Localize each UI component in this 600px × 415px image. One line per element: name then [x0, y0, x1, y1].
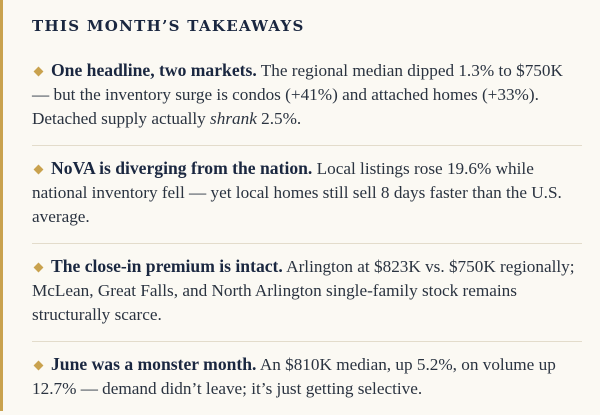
takeaway-lead: June was a monster month.: [51, 354, 257, 374]
takeaway-body: The regional median dipped 1.3% to $750K — but the inventory surge is condos (+41%) and attached homes (+33%). Detached supply actually: [32, 61, 563, 128]
takeaway-lead: One headline, two markets.: [51, 60, 257, 80]
takeaway-emphasis: shrank: [210, 109, 257, 128]
takeaway-item-1: [32, 52, 582, 146]
diamond-bullet-icon: [34, 262, 44, 272]
takeaway-lead: The close-in premium is intact.: [51, 256, 283, 276]
takeaway-body-end: 2.5%.: [261, 109, 302, 128]
takeaway-item-2: [32, 146, 582, 244]
takeaway-lead: NoVA is diverging from the nation.: [51, 158, 313, 178]
left-accent-rule: [0, 0, 3, 411]
diamond-bullet-icon: [34, 164, 44, 174]
takeaway-item-4: [32, 342, 582, 415]
takeaways-panel: [32, 14, 582, 415]
takeaway-item-3: [32, 244, 582, 342]
takeaway-body: Local listings rose 19.6% while national inventory fell — yet local homes still sell 8 days faster than the U.S. average.: [32, 159, 562, 226]
takeaways-heading: THIS MONTH’S TAKEAWAYS: [32, 17, 305, 35]
diamond-bullet-icon: [34, 360, 44, 370]
takeaway-body: An $810K median, up 5.2%, on volume up 12.7% — demand didn’t leave; it’s just getting selective.: [32, 355, 556, 398]
diamond-bullet-icon: [34, 66, 44, 76]
takeaway-body: Arlington at $823K vs. $750K regionally; McLean, Great Falls, and North Arlington single-family stock remains structurally scarce.: [32, 257, 575, 324]
